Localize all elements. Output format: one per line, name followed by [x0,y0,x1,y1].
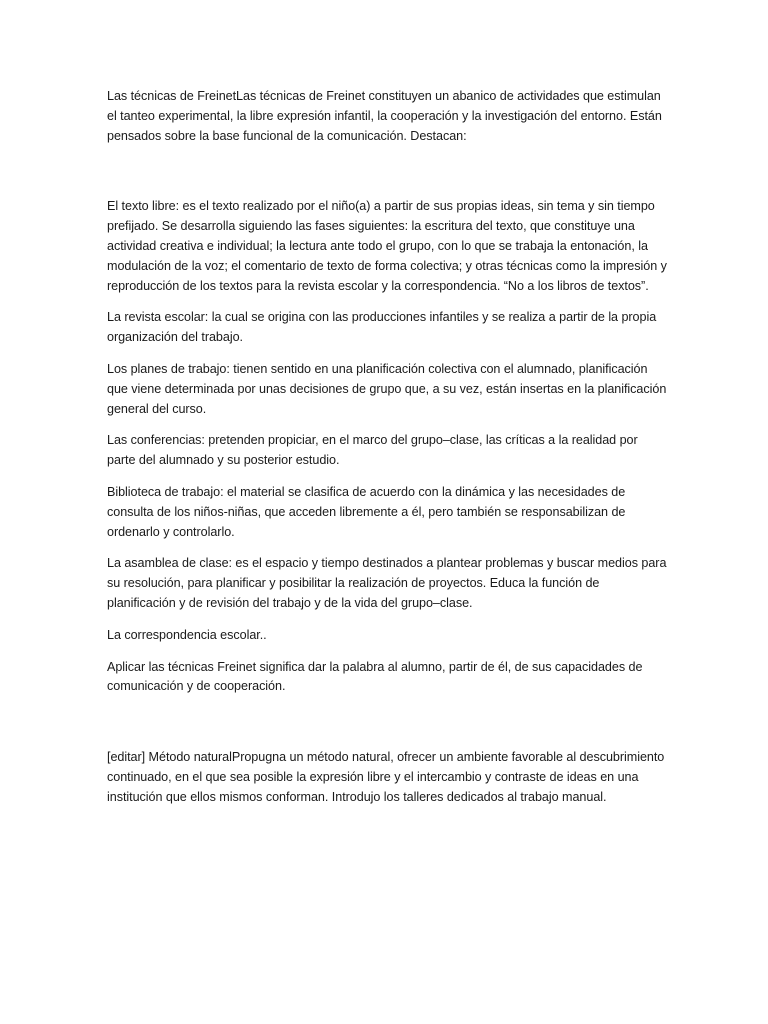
correspondencia-escolar-paragraph: La correspondencia escolar.. [107,627,267,642]
revista-escolar-paragraph: La revista escolar: la cual se origina con las producciones infantiles y se realiza a partir de la propia organización del trabajo. [107,310,657,345]
intro-paragraph: Las técnicas de FreinetLas técnicas de Freinet constituyen un abanico de actividades que estimulan el tanteo experimental, la libre expresión infantil, la cooperación y la investigación del entorno. Están pensados sobre la base funcional de la comunicación. Destacan: [107,89,662,143]
aplicar-tecnicas-paragraph: Aplicar las técnicas Freinet significa dar la palabra al alumno, partir de él, de sus capacidades de comunicación y de cooperación. [107,659,643,694]
metodo-natural-paragraph: [editar] Método naturalPropugna un método natural, ofrecer un ambiente favorable al descubrimiento continuado, en el que sea posible la expresión libre y el intercambio y contraste de ideas en una institución que ellos mismos conforman. Introdujo los talleres dedicados al trabajo manual. [107,750,665,804]
document-body [107,87,667,820]
texto-libre-paragraph: El texto libre: es el texto realizado por el niño(a) a partir de sus propias ideas, sin tema y sin tiempo prefijado. Se desarrolla siguiendo las fases siguientes: la escritura del texto, que constituye una actividad creativa e individual; la lectura ante todo el grupo, con lo que se trabaja la entonación, la modulación de la voz; el comentario de texto de forma colectiva; y otras técnicas como la impresión y reproducción de los textos para la revista escolar y la correspondencia. “No a los libros de textos”. [107,199,667,293]
asamblea-de-clase-paragraph: La asamblea de clase: es el espacio y tiempo destinados a plantear problemas y buscar medios para su resolución, para planificar y posibilitar la realización de proyectos. Educa la función de planificación y de revisión del trabajo y de la vida del grupo–clase. [107,556,667,610]
biblioteca-de-trabajo-paragraph: Biblioteca de trabajo: el material se clasifica de acuerdo con la dinámica y las necesidades de consulta de los niños-niñas, que acceden libremente a él, pero también se responsabilizan de ordenarlo y controlarlo. [107,484,626,539]
planes-de-trabajo-paragraph: Los planes de trabajo: tienen sentido en una planificación colectiva con el alumnado, planificación que viene determinada por unas decisiones de grupo que, a su vez, están insertas en la planificación general del curso. [107,361,667,416]
conferencias-paragraph: Las conferencias: pretenden propiciar, en el marco del grupo–clase, las críticas a la realidad por parte del alumnado y su posterior estudio. [107,433,638,468]
